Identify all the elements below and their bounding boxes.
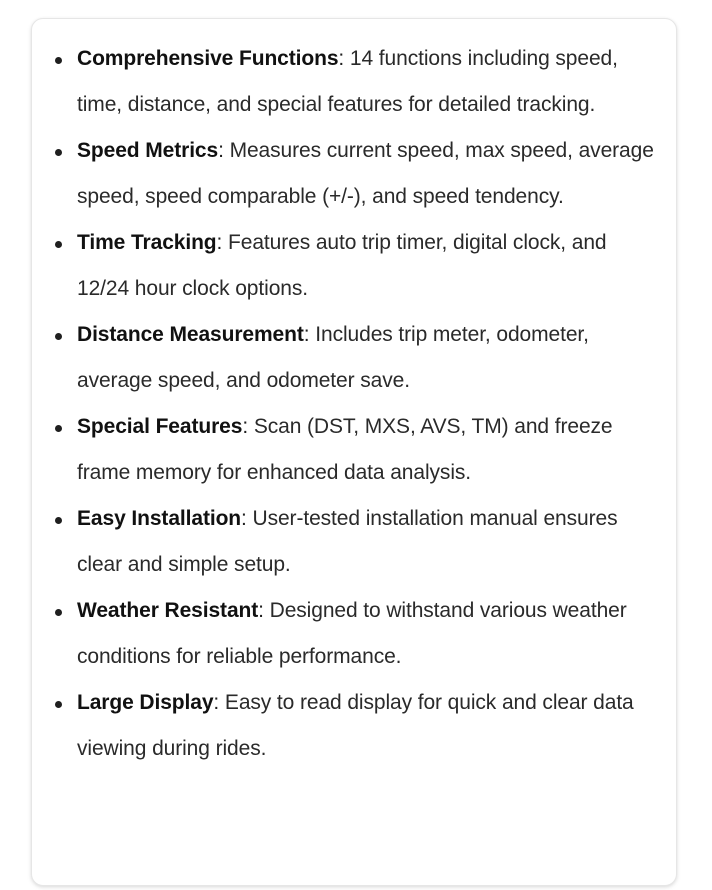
feature-title: Easy Installation (77, 507, 242, 530)
title-separator: : (338, 47, 350, 70)
feature-description: Measures current speed, max speed, average speed, speed comparable (+/-), and speed tendency. (77, 139, 654, 208)
feature-title: Time Tracking (77, 231, 217, 254)
feature-title: Large Display (77, 691, 214, 714)
feature-item-comprehensive-functions (32, 36, 676, 128)
bullet-icon (55, 241, 62, 248)
feature-description: Easy to read display for quick and clear data viewing during rides. (77, 691, 634, 760)
bullet-icon (55, 333, 62, 340)
title-separator: : (303, 323, 316, 346)
feature-card (31, 18, 677, 886)
feature-title: Speed Metrics (77, 139, 219, 162)
bullet-icon (55, 149, 62, 156)
bullet-icon (55, 517, 62, 524)
bullet-icon (55, 609, 62, 616)
feature-description: 14 functions including speed, time, distance, and special features for detailed tracking. (77, 47, 618, 116)
feature-item-easy-installation (32, 496, 676, 588)
feature-title: Distance Measurement (77, 323, 304, 346)
bullet-icon (55, 701, 62, 708)
title-separator: : (241, 507, 253, 530)
title-separator: : (242, 415, 254, 438)
bullet-icon (55, 425, 62, 432)
title-separator: : (213, 691, 225, 714)
feature-description: Designed to withstand various weather conditions for reliable performance. (77, 599, 627, 668)
feature-title: Special Features (77, 415, 243, 438)
feature-item-speed-metrics (32, 128, 676, 220)
title-separator: : (218, 139, 230, 162)
feature-title: Comprehensive Functions (77, 47, 339, 70)
feature-list (32, 36, 676, 772)
bullet-icon (55, 57, 62, 64)
title-separator: : (258, 599, 270, 622)
feature-item-time-tracking (32, 220, 676, 312)
title-separator: : (216, 231, 229, 254)
feature-title: Weather Resistant (77, 599, 259, 622)
feature-description: Scan (DST, MXS, AVS, TM) and freeze frame memory for enhanced data analysis. (77, 415, 613, 484)
feature-item-large-display (32, 680, 676, 772)
feature-description: Features auto trip timer, digital clock, and 12/24 hour clock options. (77, 231, 607, 300)
feature-description: User-tested installation manual ensures clear and simple setup. (77, 507, 618, 576)
feature-description: Includes trip meter, odometer, average speed, and odometer save. (77, 323, 589, 392)
feature-item-distance-measurement (32, 312, 676, 404)
feature-item-weather-resistant (32, 588, 676, 680)
feature-item-special-features (32, 404, 676, 496)
